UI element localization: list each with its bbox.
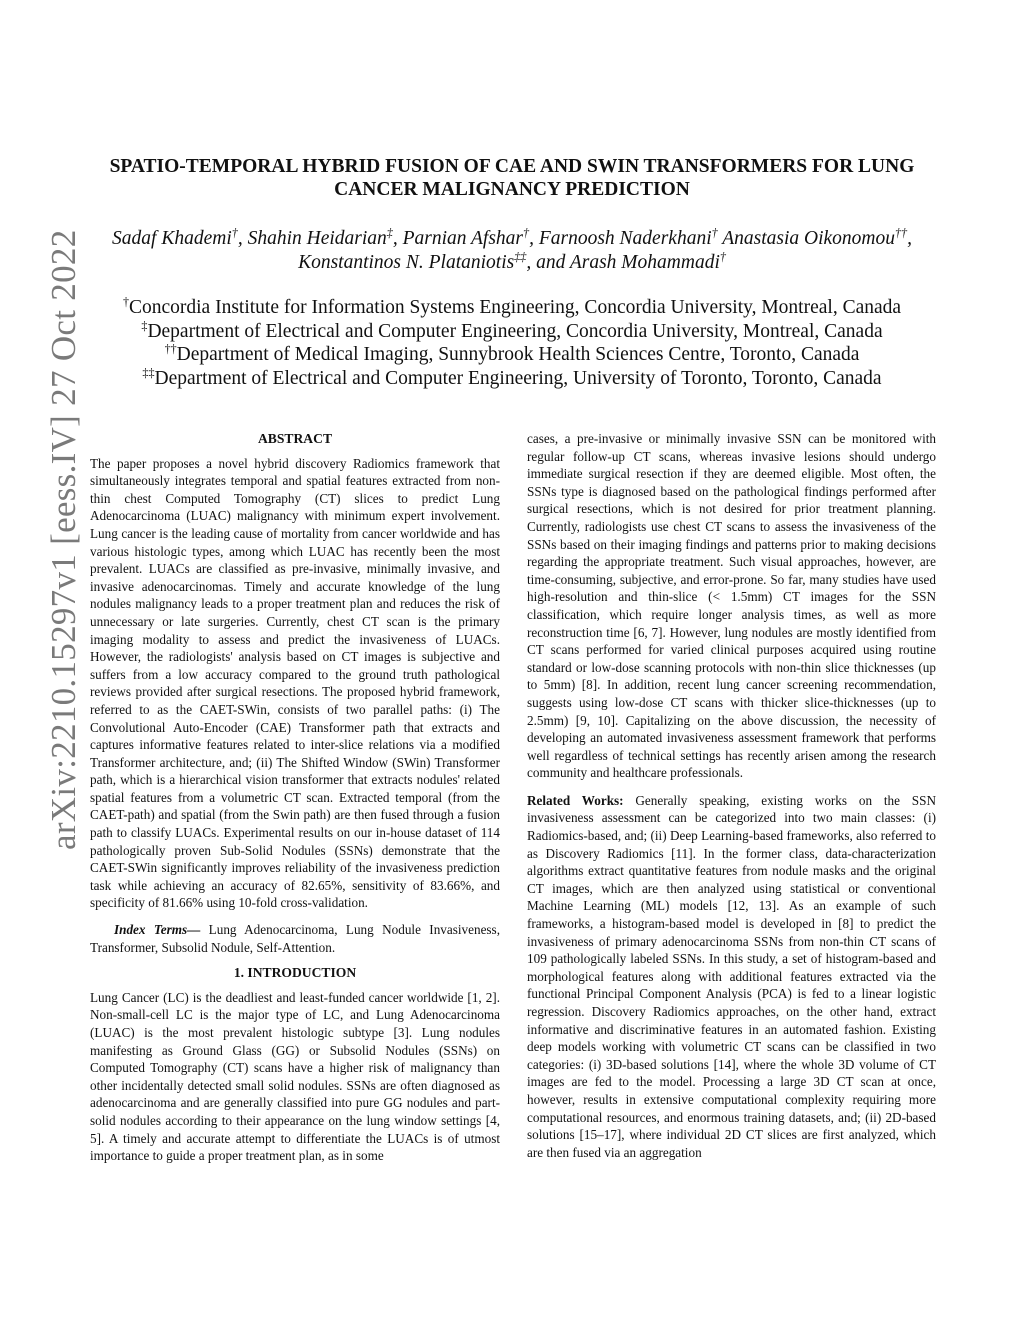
paper-title: SPATIO-TEMPORAL HYBRID FUSION OF CAE AND SWIN TRANSFORMERS FOR LUNG CANCER MALIGNANCY PREDICTION xyxy=(109,156,915,200)
author-name: Anastasia Oikonomou xyxy=(722,228,895,249)
author-name: Shahin Heidarian xyxy=(247,228,387,249)
affiliation xyxy=(70,296,954,320)
author-mark: ‡ xyxy=(386,225,393,240)
affiliation-mark: ‡‡ xyxy=(142,365,155,379)
introduction-heading: 1. INTRODUCTION xyxy=(233,965,357,981)
author-separator: , xyxy=(392,228,403,249)
introduction-continued-text: cases, a pre-invasive or minimally invasive SSN can be monitored with regular follow-up CT scans, whereas invasive lesions should undergo immediate surgical resection if they are deemed eligible. Most often, the SSNs type is diagnosed based on the pathological findings performed after surgical resections, which is not desired for prior treatment planning. Currently, radiologists use chest CT scans to assess the invasiveness of the SSNs based on their imaging findings and patterns prior to making decisions regarding the appropriate treatment. Such visual approaches, however, are time-consuming, subjective, and error-prone. So far, many studies have used high-resolution and thin-slice (< 1.5mm) CT images for the SSN classification, which require longer analysis times, as well as more reconstruction time [6, 7]. However, lung nodules are mostly identified from CT scans performed for varied clinical purposes acquired using routine standard or low-dose scanning protocols with non-thin slice thicknesses (up to 5mm) [8]. In addition, recent lung cancer screening recommendation, suggests using low-dose CT scans with thicker slice-thicknesses (up to 2.5mm) [9, 10]. Capitalizing on the above discussion, the necessity of developing an automated invasiveness assessment framework that performs well regardless of technical settings has recently arisen among the research community and healthcare professionals. xyxy=(527,431,936,781)
affiliation xyxy=(70,320,954,344)
author-name: Sadaf Khademi xyxy=(112,228,232,249)
author-separator: , xyxy=(237,228,248,249)
affiliation-text: Department of Electrical and Computer Engineering, Concordia University, Montreal, Canada xyxy=(147,320,883,342)
author-mark: † xyxy=(711,225,718,240)
affiliation-text: Department of Electrical and Computer Engineering, University of Toronto, Toronto, Canada xyxy=(154,367,882,389)
author-mark: † xyxy=(523,225,530,240)
author-separator: , xyxy=(907,228,912,249)
author-separator: , xyxy=(529,228,539,249)
author-mark: †† xyxy=(895,225,908,240)
author-separator: , and xyxy=(526,252,570,273)
abstract-text: The paper proposes a novel hybrid discovery Radiomics framework that simultaneously integrates temporal and spatial features extracted from non-thin chest Computed Tomography (CT) slices to predict Lung Adenocarcinoma (LUAC) malignancy with minimum expert involvement. Lung cancer is the leading cause of mortality from cancer worldwide and has various histologic types, among which LUAC has recently been the most prevalent. LUACs are classified as pre-invasive, minimally invasive, and invasive adenocarcinomas. Timely and accurate knowledge of the lung nodules malignancy leads to a proper treatment plan and reduces the risk of unnecessary or late surgeries. Currently, chest CT scan is the primary imaging modality to assess and predict the invasiveness of LUACs. However, the radiologists' analysis based on CT images is subjective and suffers from a low accuracy compared to the ground truth pathological reviews provided after surgical resections. The proposed hybrid framework, referred to as the CAET-SWin, consists of two parallel paths: (i) The Convolutional Auto-Encoder (CAE) Transformer path that extracts and captures informative features related to inter-slice relations via a modified Transformer architecture, and; (ii) The Shifted Window (SWin) Transformer path, which is a hierarchical vision transformer that extracts nodules' related spatial features from a volumetric CT scan. Extracted temporal (from the CAET-path) and spatial (from the Swin path) are then fused through a fusion path to classify LUACs. Experimental results on our in-house dataset of 114 pathologically proven Sub-Solid Nodules (SSNs) demonstrate that the CAET-SWin significantly improves reliability of the invasiveness prediction task while achieving an accuracy of 82.65%, sensitivity of 83.66%, and specificity of 81.66% using 10-fold cross-validation. xyxy=(90,455,500,911)
index-terms-label: Index Terms— xyxy=(114,922,201,938)
index-terms xyxy=(90,921,500,956)
affiliation-mark: † xyxy=(122,294,129,309)
author-list xyxy=(70,227,954,275)
affiliation-mark: †† xyxy=(164,341,177,356)
author-name: Parnian Afshar xyxy=(402,228,524,249)
index-terms-text: Lung Adenocarcinoma, Lung Nodule Invasiveness, Transformer, Subsolid Nodule, Self-Attention. xyxy=(90,922,500,955)
related-works-text: Generally speaking, existing works on the SSN invasiveness assessment can be categorized into two main classes: (i) Radiomics-based, and; (ii) Deep Learning-based frameworks, also referred to as Discovery Radiomics [11]. In the former class, data-characterization algorithms extract quantitative features from nodule masks and the original CT images, which are then analyzed using statistical or conventional Machine Learning (ML) models [12, 13]. As an example of such frameworks, a histogram-based model is developed in [8] to predict the invasiveness of primary adenocarcinoma SSNs from non-thin CT scans of 109 pathologically labeled SSNs. In this study, a set of histogram-based and morphological features along with additional features extracted via the functional Principal Component Analysis (PCA) is fed to a linear logistic regression. Discovery Radiomics approaches, on the other hand, extract informative and discriminative features in an automated fashion. Existing deep models working with volumetric CT scans can be classified in two categories: (i) 3D-based solutions [14], where the whole 3D volume of CT images are fed to the model. Processing a large 3D CT scan at once, however, results in extensive computational complexity requiring more computational resources, and enormous training datasets, and; (ii) 2D-based solutions [15–17], where individual 2D CT slices are first analyzed, which are then fused via an aggregation xyxy=(527,792,936,1160)
arxiv-identifier: arXiv:2210.15297v1 [eess.IV] 27 Oct 2022 xyxy=(44,229,83,850)
author-name: Arash Mohammadi xyxy=(569,252,720,273)
affiliation-list xyxy=(70,296,954,390)
left-column xyxy=(90,430,500,1165)
affiliation-text: Concordia Institute for Information Systems Engineering, Concordia University, Montreal, Canada xyxy=(128,297,902,318)
affiliation-text: Department of Medical Imaging, Sunnybrook Health Sciences Centre, Toronto, Canada xyxy=(176,344,860,365)
related-works-label: Related Works: xyxy=(527,792,624,808)
affiliation-mark: ‡ xyxy=(141,318,148,332)
author-name: Farnoosh Naderkhani xyxy=(538,228,712,249)
affiliation xyxy=(70,367,954,391)
introduction-text: Lung Cancer (LC) is the deadliest and least-funded cancer worldwide [1, 2]. Non-small-cell LC is the major type of LC, and Lung Adenocarcinoma (LUAC) is the most prevalent histologic subtype [3]. Lung nodules manifesting as Ground Glass (GG) or Subsolid Nodules (SSNs) on Computed Tomography (CT) scans have a higher risk of malignancy than other incidentally detected small solid nodules. SSNs are often diagnosed as adenocarcinoma and are generally classified into pure GG nodules and part-solid nodules according to their appearance on the lung window settings [4, 5]. A timely and accurate attempt to differentiate the LUACs is of utmost importance to guide a proper treatment plan, as in some xyxy=(90,989,500,1164)
author-mark: ‡‡ xyxy=(514,249,527,264)
abstract-heading: ABSTRACT xyxy=(257,431,333,446)
affiliation xyxy=(70,343,954,367)
author-mark: † xyxy=(719,249,726,264)
author-mark: † xyxy=(231,225,238,240)
author-name: Konstantinos N. Plataniotis xyxy=(298,252,515,273)
related-works-paragraph xyxy=(527,792,936,1161)
right-column xyxy=(527,430,936,1161)
